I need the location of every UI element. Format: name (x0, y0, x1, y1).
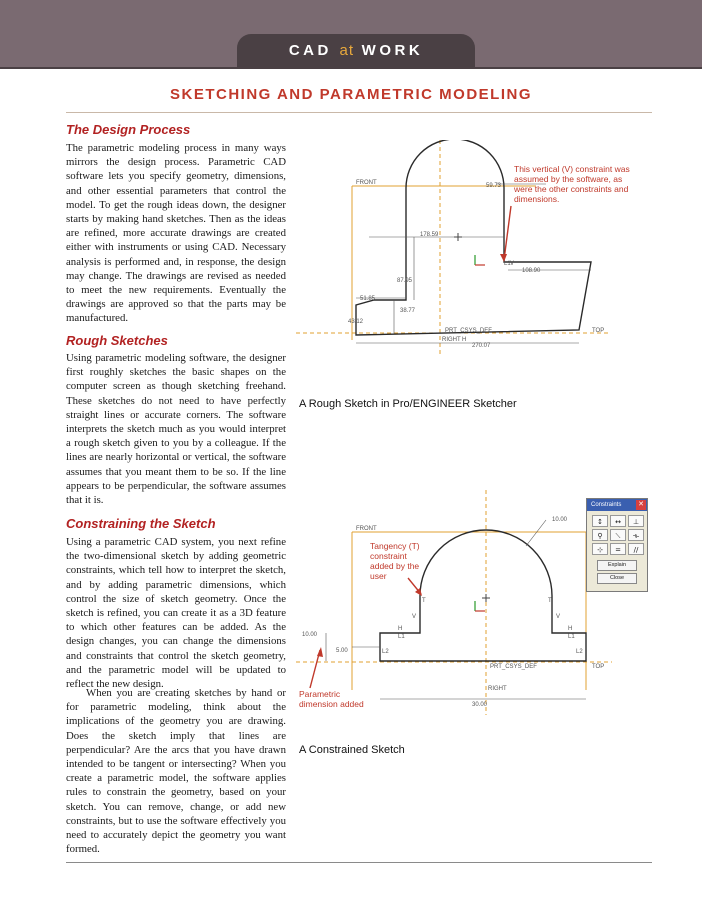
annotation-vertical-constraint: This vertical (V) constraint was assumed by the software, as were the other constraints and dimensions. (514, 164, 630, 204)
label-front: FRONT (356, 526, 377, 532)
section-tab (237, 34, 475, 67)
param-arrowhead (317, 647, 323, 657)
label-t-left: T (422, 598, 426, 604)
constraint-button-6[interactable]: ⊹ (592, 543, 608, 555)
constraint-button-2[interactable]: ⊥ (628, 515, 644, 527)
label-l2-right: L2 (576, 649, 583, 655)
tab-cad: CAD (288, 42, 332, 59)
constraint-button-3[interactable]: ⚲ (592, 529, 608, 541)
constraint-button-8[interactable]: // (628, 543, 644, 555)
title-divider (66, 112, 652, 113)
label-right: RIGHT (442, 337, 461, 343)
para-constraining-1: Using a parametric CAD system, you next refine the two-dimensional sketch by adding geometric constraints, which tell how to interpret the sketch, and by adding parametric dimensions, which control the size of sketch geometry. Once the sketch is refined, you can create it as a 3D feature to which other features can be added. As the design changes, you can change the dimensions and constraints that control the sketch geometry, and the parametric model will be updated to reflect the new design. (66, 536, 286, 691)
dim-59: 59.73 (486, 183, 502, 189)
label-h-right: H (568, 626, 573, 632)
label-h: H (462, 337, 467, 343)
dim-51: 51.85 (360, 296, 376, 302)
label-l2-left: L2 (382, 649, 389, 655)
tab-work: WORK (361, 42, 424, 59)
header-rule (0, 67, 702, 69)
dim-10-height: 10.00 (302, 632, 318, 638)
constraints-dialog (586, 498, 648, 592)
footer-rule (66, 862, 652, 863)
label-v-left: V (412, 614, 417, 620)
dim-270: 270.07 (472, 343, 491, 349)
constrained-sketch-figure (296, 490, 612, 720)
dim-87: 87.95 (397, 278, 413, 284)
constraint-button-7[interactable]: = (610, 543, 626, 555)
label-h-left: H (398, 626, 403, 632)
para-constraining-2: When you are creating sketches by hand or for parametric modeling, think about the implications of the geometry you are drawing. Does the sketch imply that lines are perpendicular? Are the arcs that you have drawn intended to be tangent or intersecting? When you create a parametric model, the software applies rules to constrain the geometry, based on your sketch. You can remove, change, or add new constraints, but to use the software effectively you need to accurately depict the geometry you want formed. (66, 687, 286, 856)
label-front: FRONT (356, 180, 377, 186)
annotation-tangency: Tangency (T) constraint added by the user (370, 541, 420, 581)
heading-design-process: The Design Process (66, 122, 191, 137)
constraints-title: Constraints (591, 502, 622, 508)
label-top: TOP (592, 664, 605, 670)
figure1-caption: A Rough Sketch in Pro/ENGINEER Sketcher (299, 398, 517, 410)
annotation-arrow (504, 206, 511, 260)
page-title: SKETCHING AND PARAMETRIC MODELING (170, 86, 532, 103)
annotation-parametric: Parametric dimension added (299, 689, 364, 709)
heading-constraining: Constraining the Sketch (66, 516, 216, 531)
dim-leader-radius (526, 520, 546, 546)
tab-at: at (339, 42, 354, 59)
constraint-button-grid (587, 511, 647, 557)
explain-button[interactable]: Explain (597, 560, 637, 571)
label-right: RIGHT (488, 686, 507, 692)
close-button[interactable]: Close (597, 573, 637, 584)
heading-rough-sketches: Rough Sketches (66, 333, 168, 348)
constraint-button-1[interactable]: ↔ (610, 515, 626, 527)
constraints-titlebar (587, 499, 647, 511)
label-t-right: T (548, 598, 552, 604)
label-top: TOP (592, 328, 605, 334)
dim-30: 30.00 (472, 702, 488, 708)
dim-108: 108.90 (522, 268, 541, 274)
para-rough-sketches: Using parametric modeling software, the designer first roughly sketches the basic shapes on the computer screen as though sketching freehand. These sketches do not need to have perfectly straight lines or accurate corners. The software interprets the sketch much as you would interpret a rough sketch given to you by a colleague. If the lines are nearly horizontal or vertical, the software assumes that you meant them to be so. If the line appears to be perpendicular, the software assumes that it is. (66, 352, 286, 507)
label-l1-left: L1 (398, 634, 405, 640)
dim-38: 38.77 (400, 308, 416, 314)
label-v: V (510, 261, 515, 267)
constraint-button-4[interactable]: ⟍ (610, 529, 626, 541)
dim-10-radius: 10.00 (552, 517, 568, 523)
label-l1-right: L1 (568, 634, 575, 640)
para-design-process: The parametric modeling process in many ways mirrors the design process. Parametric CAD software lets you specify geometry, dimensions, and other essential parameters that control the model. To get the rough ideas down, the designer starts by making hand sketches. Then as the ideas are refined, more accurate drawings are created either with instruments or using CAD. Necessary analysis is performed and, in response, the design may change. The drawings are revised as needed to meet the new requirements. Eventually the drawings are approved so that the parts may be manufactured. (66, 142, 286, 325)
label-v-right: V (556, 614, 561, 620)
dim-5: 5.00 (336, 648, 348, 654)
dim-178: 178.59 (420, 232, 439, 238)
label-prt-csys: PRT_CSYS_DEF (445, 328, 492, 334)
constraint-button-5[interactable]: ⟛ (628, 529, 644, 541)
dim-43: 43.12 (348, 319, 364, 325)
label-l1: L1 (504, 261, 511, 267)
close-icon[interactable]: ✕ (636, 500, 646, 510)
figure2-caption: A Constrained Sketch (299, 744, 405, 756)
label-prt-csys: PRT_CSYS_DEF (490, 664, 537, 670)
constraint-button-0[interactable]: ↕ (592, 515, 608, 527)
